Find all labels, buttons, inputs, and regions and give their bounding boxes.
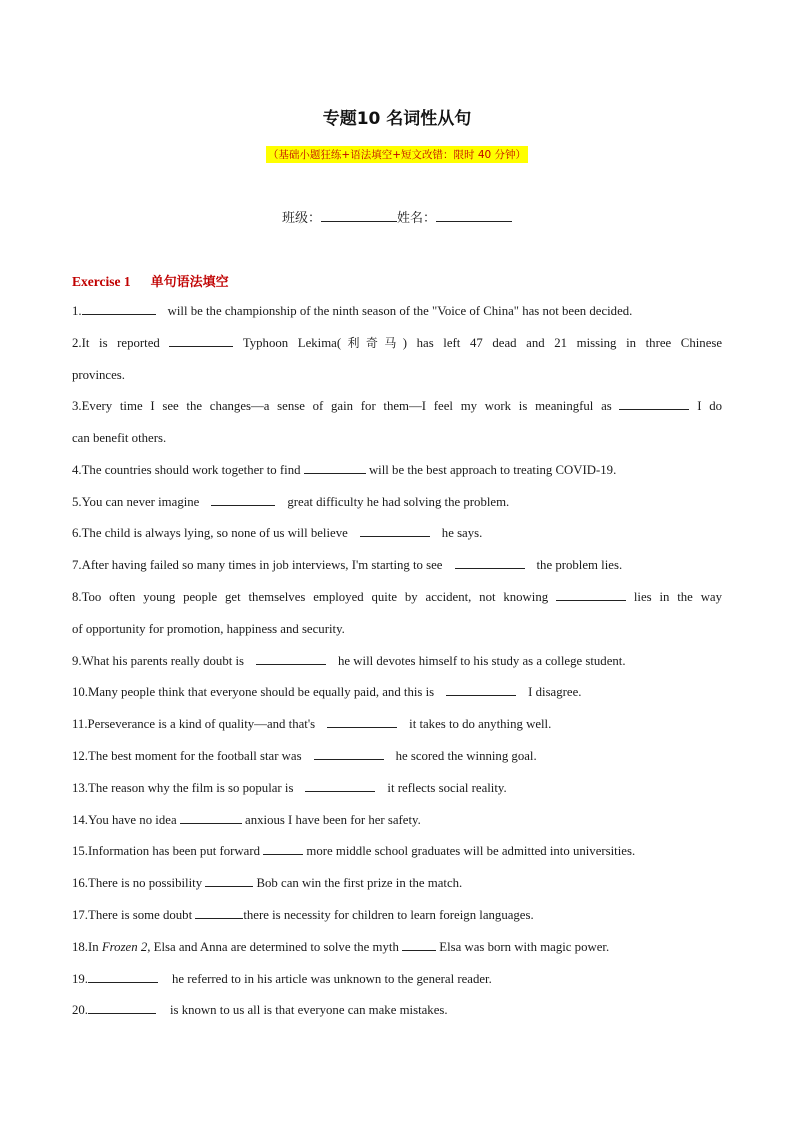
answer-blank[interactable] (211, 491, 275, 506)
question-text: 9.What his parents really doubt is (72, 654, 245, 668)
question-text: there is necessity for children to learn foreign languages. (243, 908, 534, 922)
question-text: 2.It is reported (72, 336, 160, 350)
question-text: 13.The reason why the film is so popular is (72, 781, 294, 795)
question-8 (72, 582, 722, 614)
answer-blank[interactable] (205, 872, 253, 887)
question-15 (72, 836, 722, 868)
answer-blank[interactable] (82, 300, 156, 315)
question-text: 7.After having failed so many times in job interviews, I'm starting to see (72, 558, 443, 572)
student-info-line (0, 207, 794, 226)
question-text: 1. (72, 304, 82, 318)
answer-blank[interactable] (256, 650, 326, 665)
question-2-cont (72, 360, 722, 392)
question-text-italic: Frozen 2 (101, 940, 148, 954)
question-text: 11.Perseverance is a kind of quality—and that's (72, 717, 316, 731)
question-text: it takes to do anything well. (409, 717, 552, 731)
question-text: 20. (72, 1003, 88, 1017)
question-3-cont (72, 423, 722, 455)
question-text: Bob can win the first prize in the match. (256, 876, 463, 890)
question-text: he says. (441, 526, 483, 540)
question-text: lies in the way (633, 590, 723, 604)
exercise-number: Exercise 1 (72, 274, 131, 289)
question-text: 15.Information has been put forward (72, 844, 260, 858)
question-text: 19. (72, 972, 88, 986)
question-text: I do (697, 399, 723, 413)
answer-blank[interactable] (304, 459, 366, 474)
question-text: great difficulty he had solving the problem. (287, 495, 510, 509)
class-label: 班级： (281, 211, 321, 226)
question-text: 3.Every time I see the changes—a sense of gain for them—I feel my work is meaningful as (72, 399, 612, 413)
question-text: more middle school graduates will be admitted into universities. (306, 844, 636, 858)
question-text: is known to us all is that everyone can make mistakes. (170, 1003, 448, 1017)
question-4 (72, 455, 722, 487)
question-5 (72, 487, 722, 519)
question-text: 18.In (72, 940, 102, 954)
question-text: 14.You have no idea (72, 813, 177, 827)
answer-blank[interactable] (402, 936, 436, 951)
question-text: I disagree. (528, 685, 582, 699)
question-text: 16.There is no possibility (72, 876, 203, 890)
question-text: of opportunity for promotion, happiness and security. (72, 622, 345, 636)
question-9 (72, 646, 722, 678)
subtitle-wrap (0, 145, 794, 163)
question-text: the problem lies. (536, 558, 623, 572)
question-text: Typhoon Lekima( (242, 336, 342, 350)
answer-blank[interactable] (455, 554, 525, 569)
question-1 (72, 296, 722, 328)
question-text: 5.You can never imagine (72, 495, 200, 509)
page-title: 专题10 名词性从句 (322, 109, 472, 129)
question-text: will be the championship of the ninth season of the "Voice of China" has not been decided. (167, 304, 633, 318)
exercise-title: 单句语法填空 (150, 275, 229, 290)
answer-blank[interactable] (169, 332, 233, 347)
question-2 (72, 328, 722, 360)
exercise-heading (72, 271, 229, 290)
question-11 (72, 709, 722, 741)
question-text: 12.The best moment for the football star was (72, 749, 302, 763)
answer-blank[interactable] (446, 681, 516, 696)
question-14 (72, 805, 722, 837)
answer-blank[interactable] (305, 777, 375, 792)
question-text: anxious I have been for her safety. (245, 813, 421, 827)
answer-blank[interactable] (195, 904, 243, 919)
question-text: 6.The child is always lying, so none of us will believe (72, 526, 348, 540)
answer-blank[interactable] (263, 840, 303, 855)
question-10 (72, 677, 722, 709)
answer-blank[interactable] (180, 809, 242, 824)
question-17 (72, 900, 722, 932)
question-3 (72, 391, 722, 423)
class-blank[interactable] (321, 209, 397, 222)
question-text: 8.Too often young people get themselves employed quite by accident, not knowing (72, 590, 549, 604)
question-text: ) has left 47 dead and 21 missing in three Chinese (402, 336, 723, 350)
answer-blank[interactable] (327, 713, 397, 728)
answer-blank[interactable] (619, 395, 689, 410)
question-text: , Elsa and Anna are determined to solve the myth (147, 940, 399, 954)
question-20 (72, 995, 722, 1027)
question-6 (72, 518, 722, 550)
question-12 (72, 741, 722, 773)
answer-blank[interactable] (88, 968, 158, 983)
answer-blank[interactable] (556, 586, 626, 601)
answer-blank[interactable] (314, 745, 384, 760)
question-19 (72, 964, 722, 996)
question-text: can benefit others. (72, 431, 167, 445)
question-text: 17.There is some doubt (72, 908, 193, 922)
answer-blank[interactable] (88, 999, 156, 1014)
question-8-cont (72, 614, 722, 646)
question-text: 10.Many people think that everyone should be equally paid, and this is (72, 685, 435, 699)
answer-blank[interactable] (360, 522, 430, 537)
question-13 (72, 773, 722, 805)
question-text: will be the best approach to treating COVID-19. (368, 463, 617, 477)
question-18 (72, 932, 722, 964)
question-text: provinces. (72, 368, 125, 382)
question-text: it reflects social reality. (387, 781, 507, 795)
question-text: he referred to in his article was unknown to the general reader. (172, 972, 492, 986)
question-text: 4.The countries should work together to find (72, 463, 301, 477)
question-text: he will devotes himself to his study as a college student. (338, 654, 626, 668)
question-text: 利奇马 (341, 336, 403, 350)
page-subtitle: （基础小题狂练+语法填空+短文改错：限时 40 分钟） (266, 146, 528, 163)
question-text: Elsa was born with magic power. (439, 940, 610, 954)
question-16 (72, 868, 722, 900)
question-text: he scored the winning goal. (395, 749, 537, 763)
question-7 (72, 550, 722, 582)
name-blank[interactable] (436, 209, 512, 222)
name-label: 姓名： (397, 211, 437, 226)
